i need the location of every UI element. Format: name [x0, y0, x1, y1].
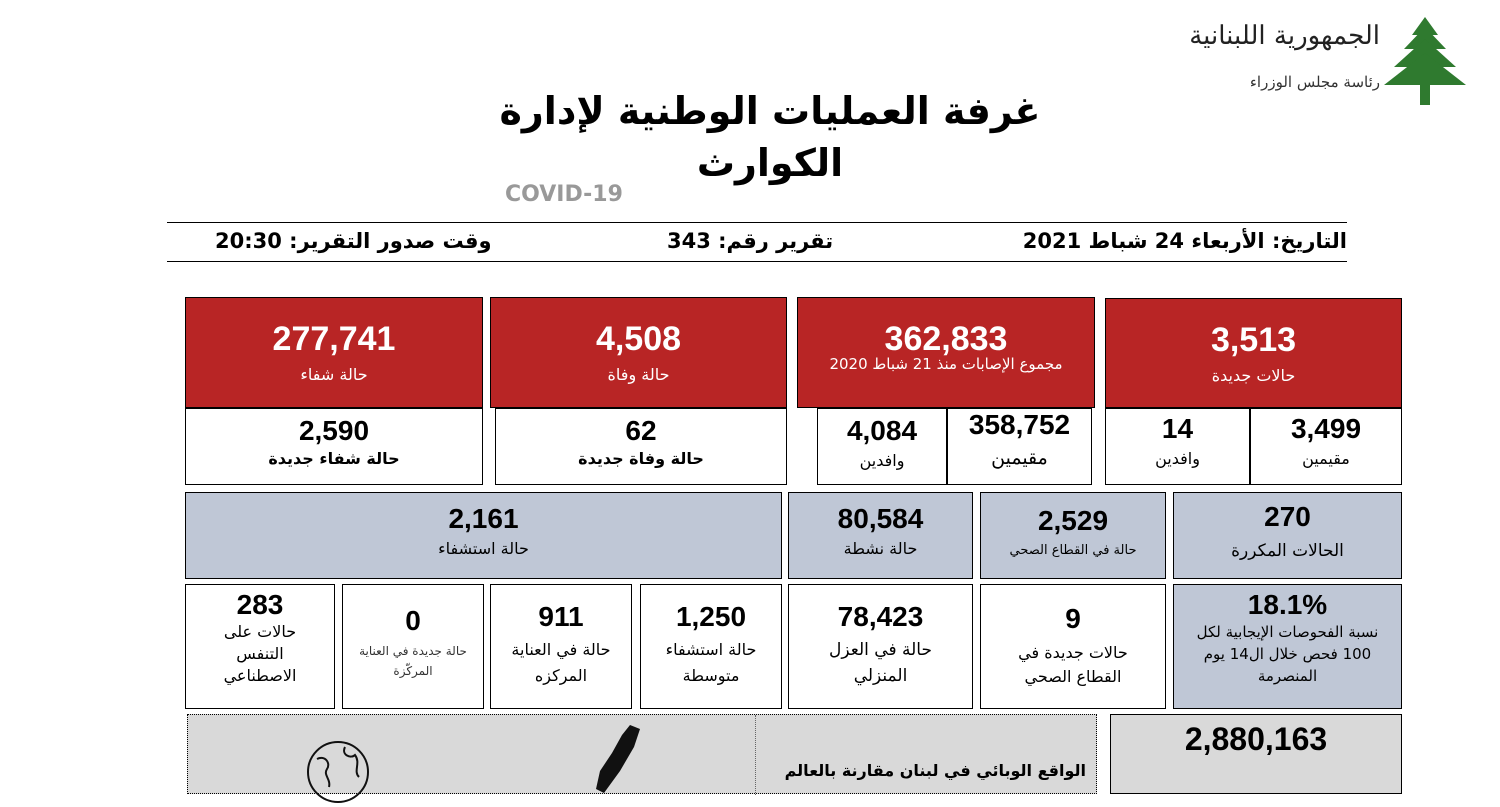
- icu-value: 911: [538, 601, 584, 632]
- new-cases-card: [1105, 298, 1402, 408]
- hospitalized-value: 2,161: [448, 503, 519, 534]
- report-info-bar: [167, 222, 1347, 262]
- home-isolation-value: 78,423: [837, 601, 924, 632]
- new-deaths-label: حالة وفاة جديدة: [578, 449, 704, 468]
- total-cases-card: [797, 297, 1095, 408]
- ventilator-card: [185, 584, 335, 709]
- report-number: تقرير رقم: 343: [667, 229, 834, 253]
- total-residents-card: [947, 408, 1092, 485]
- new-residents-card: [1250, 408, 1402, 485]
- new-recovered-value: 2,590: [298, 415, 370, 446]
- health-sector-card: [980, 492, 1166, 579]
- title-line1: غرفة العمليات الوطنية لإدارة: [499, 89, 1041, 133]
- new-health-card: [980, 584, 1166, 709]
- icu-label: حالة في العناية المركزه: [511, 640, 611, 685]
- title-line2: الكوارث: [696, 141, 844, 185]
- ventilator-label: حالات على التنفس الاصطناعي: [223, 622, 297, 685]
- health-sector-value: 2,529: [1037, 505, 1109, 536]
- subtitle-fragment: COVID-19: [505, 182, 623, 207]
- new-icu-card: [342, 584, 484, 709]
- positivity-card: [1173, 584, 1402, 709]
- recovered-value: 277,741: [272, 320, 396, 358]
- total-arrivals-card: [817, 408, 947, 485]
- new-residents-label: مقيمين: [1302, 449, 1350, 468]
- new-health-label: حالات جديدة في القطاع الصحي: [1018, 643, 1128, 686]
- home-isolation-card: [788, 584, 973, 709]
- new-health-value: 9: [1065, 603, 1081, 634]
- total-arrivals-label: وافدين: [859, 451, 905, 470]
- medium-hosp-value: 1,250: [675, 601, 747, 632]
- total-residents-value: 358,752: [968, 409, 1071, 440]
- total-cases-label: مجموع الإصابات منذ 21 شباط 2020: [829, 355, 1063, 373]
- government-logo: [1170, 15, 1470, 110]
- active-value: 80,584: [837, 503, 924, 534]
- cedar-logo: [1380, 15, 1470, 107]
- comparison-label-cell: [755, 715, 1096, 795]
- total-residents-label: مقيمين: [991, 447, 1048, 469]
- page-title: [420, 85, 1120, 189]
- deaths-card: [490, 297, 787, 408]
- report-date: التاريخ: الأربعاء 24 شباط 2021: [1022, 229, 1347, 253]
- icu-card: [490, 584, 632, 709]
- new-recovered-label: حالة شفاء جديدة: [268, 449, 400, 468]
- recovered-card: [185, 297, 483, 408]
- new-arrivals-label: وافدين: [1155, 449, 1200, 468]
- positivity-label: نسبة الفحوصات الإيجابية لكل 100 فحص خلال ال14 يوم المنصرمة: [1196, 623, 1379, 685]
- total-cases-value: 362,833: [884, 320, 1008, 358]
- home-isolation-label: حالة في العزل المنزلي: [829, 640, 932, 686]
- logo-line2: رئاسة مجلس الوزراء: [1249, 73, 1380, 91]
- lebanon-map-icon: [590, 723, 646, 795]
- active-cases-card: [788, 492, 973, 579]
- deaths-value: 4,508: [595, 320, 682, 358]
- tests-card: [1110, 714, 1402, 794]
- positivity-value: 18.1%: [1247, 589, 1328, 620]
- new-residents-value: 3,499: [1290, 413, 1362, 444]
- ventilator-value: 283: [236, 589, 284, 620]
- new-deaths-card: [495, 408, 787, 485]
- new-recovered-card: [185, 408, 483, 485]
- health-sector-label: حالة في القطاع الصحي: [1009, 543, 1137, 558]
- new-icu-value: 0: [405, 605, 421, 636]
- new-icu-label: حالة جديدة في العناية المركّزة: [359, 644, 467, 678]
- total-arrivals-value: 4,084: [846, 415, 918, 446]
- new-arrivals-value: 14: [1161, 413, 1194, 444]
- active-label: حالة نشطة: [843, 539, 918, 558]
- repeated-cases-card: [1173, 492, 1402, 579]
- repeated-value: 270: [1264, 501, 1311, 532]
- new-deaths-value: 62: [625, 415, 657, 446]
- new-arrivals-card: [1105, 408, 1250, 485]
- comparison-panel: [187, 714, 1097, 794]
- report-time: وقت صدور التقرير: 20:30: [215, 229, 492, 253]
- new-cases-label: حالات جديدة: [1211, 366, 1296, 385]
- medium-hosp-label: حالة استشفاء متوسطة: [665, 640, 757, 685]
- medium-hosp-card: [640, 584, 782, 709]
- logo-line1: الجمهورية اللبنانية: [1189, 21, 1380, 51]
- recovered-label: حالة شفاء: [300, 365, 368, 384]
- repeated-label: الحالات المكررة: [1231, 541, 1344, 561]
- hospitalized-card: [185, 492, 782, 579]
- tests-value: 2,880,163: [1184, 721, 1328, 757]
- deaths-label: حالة وفاة: [607, 365, 670, 384]
- globe-icon: [303, 737, 373, 807]
- new-cases-value: 3,513: [1210, 321, 1297, 359]
- comparison-label: الواقع الوبائي في لبنان مقارنة بالعالم: [784, 761, 1086, 780]
- hospitalized-label: حالة استشفاء: [438, 539, 529, 558]
